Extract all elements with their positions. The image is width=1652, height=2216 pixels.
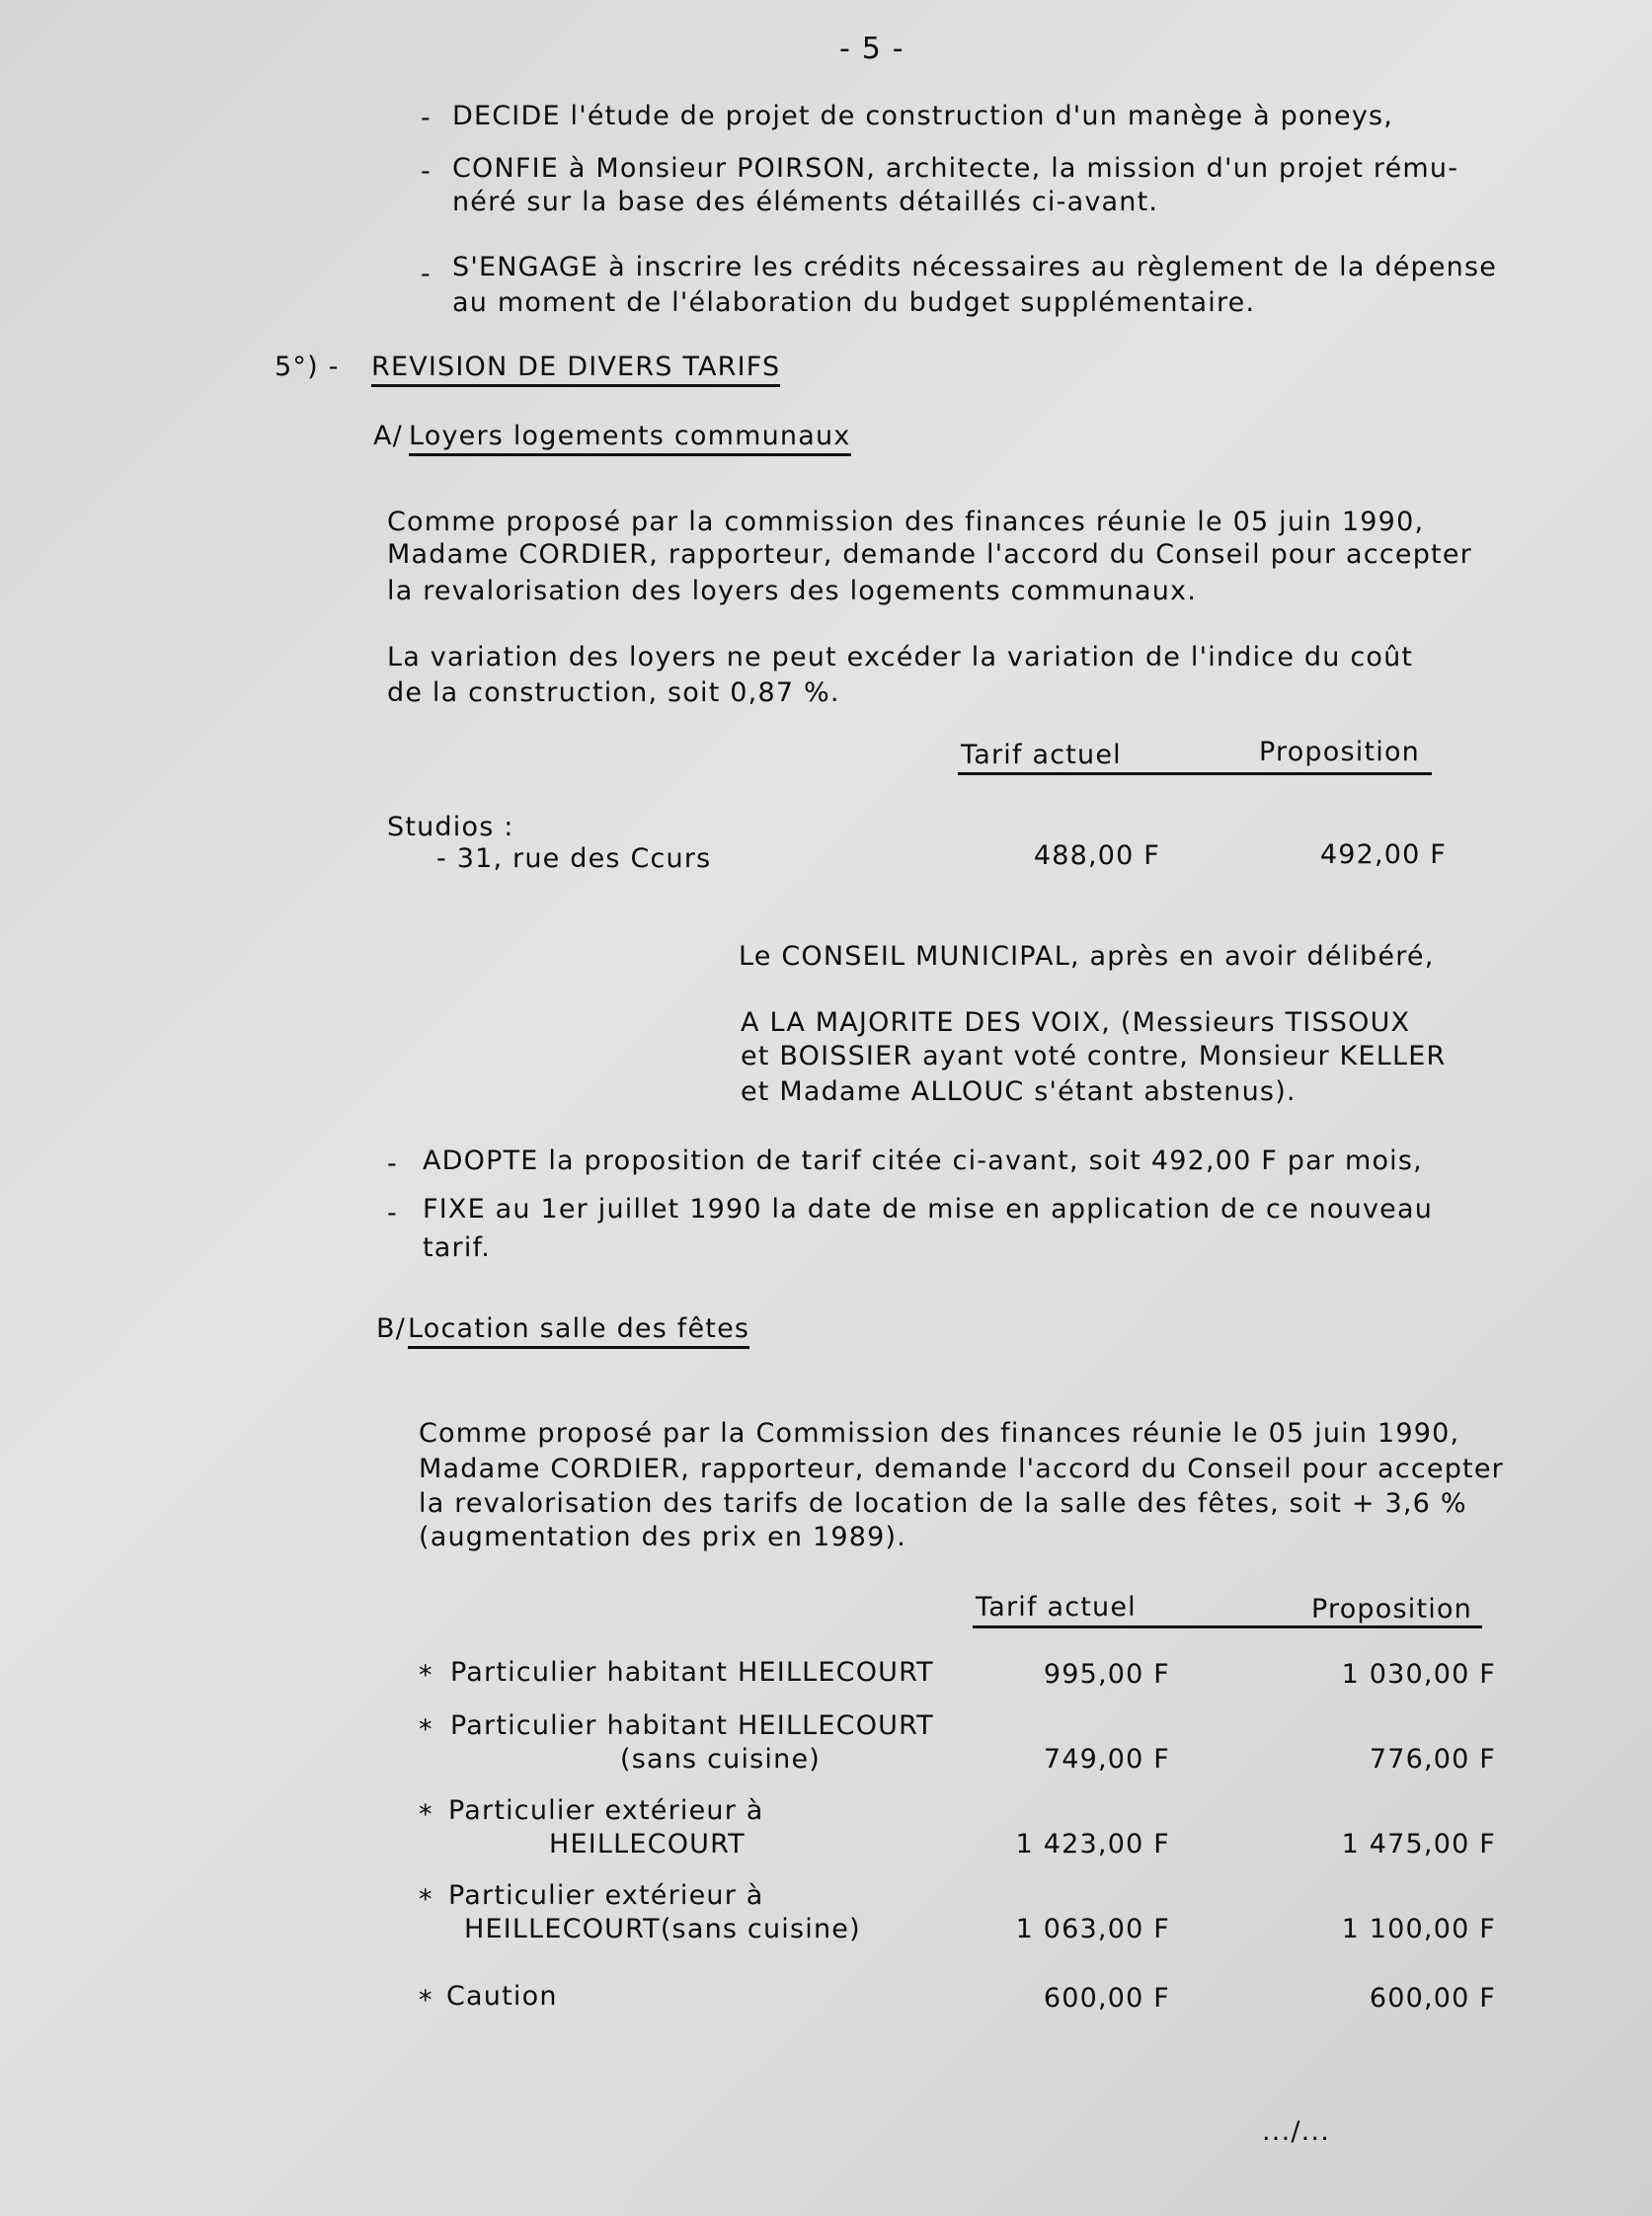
- column-header-proposed: Proposition: [1311, 1594, 1472, 1624]
- section-number: 5°) -: [275, 352, 340, 382]
- decision-fixe-line-1: FIXE au 1er juillet 1990 la date de mise en application de ce nouveau: [423, 1194, 1434, 1225]
- deliberation-vote-line-2: et BOISSIER ayant voté contre, Monsieur KELLER: [741, 1041, 1447, 1071]
- column-header-current: Tarif actuel: [976, 1592, 1137, 1622]
- row-label: Particulier habitant HEILLECOURT: [450, 1710, 934, 1741]
- decision-fixe-line-2: tarif.: [423, 1232, 492, 1263]
- decision-dash: -: [421, 259, 432, 289]
- subsection-a-title: Loyers logements communaux: [409, 421, 851, 456]
- subsection-a-paragraph-1-line-1: Comme proposé par la commission des finances réunie le 05 juin 1990,: [387, 507, 1425, 537]
- subsection-b-paragraph-line-1: Comme proposé par la Commission des finances réunie le 05 juin 1990,: [419, 1418, 1460, 1449]
- decision-adopte: ADOPTE la proposition de tarif citée ci-avant, soit 492,00 F par mois,: [423, 1146, 1423, 1176]
- row-proposed-value: 1 030,00 F: [1341, 1659, 1496, 1690]
- row-bullet: *: [419, 1714, 433, 1745]
- decision-dash: -: [387, 1148, 398, 1179]
- decision-dash: -: [421, 103, 432, 133]
- row-label-continued: HEILLECOURT: [549, 1829, 746, 1860]
- table-group-label: Studios :: [387, 812, 514, 842]
- continuation-mark: .../...: [1262, 2116, 1330, 2147]
- row-label-continued: HEILLECOURT(sans cuisine): [464, 1914, 861, 1944]
- page-number: - 5 -: [839, 32, 905, 66]
- decision-confie-line-2: néré sur la base des éléments détaillés ci-avant.: [452, 187, 1159, 217]
- row-current-value: 749,00 F: [1043, 1744, 1170, 1775]
- row-current-value: 488,00 F: [1033, 840, 1160, 871]
- deliberation-vote-line-3: et Madame ALLOUC s'étant abstenus).: [741, 1076, 1297, 1107]
- row-proposed-value: 600,00 F: [1369, 1983, 1496, 2014]
- column-header-proposed: Proposition: [1259, 737, 1420, 767]
- subsection-a-paragraph-1-line-3: la revalorisation des loyers des logements communaux.: [387, 576, 1198, 606]
- row-current-value: 995,00 F: [1043, 1659, 1170, 1690]
- subsection-a-paragraph-2-line-1: La variation des loyers ne peut excéder la variation de l'indice du coût: [387, 642, 1414, 673]
- row-current-value: 1 063,00 F: [1015, 1914, 1170, 1944]
- subsection-a-paragraph-2-line-2: de la construction, soit 0,87 %.: [387, 677, 840, 708]
- row-label: Caution: [446, 1981, 558, 2012]
- decision-confie-line-1: CONFIE à Monsieur POIRSON, architecte, la mission d'un projet rému-: [452, 153, 1459, 184]
- subsection-a-paragraph-1-line-2: Madame CORDIER, rapporteur, demande l'accord du Conseil pour accepter: [387, 539, 1472, 570]
- row-current-value: 600,00 F: [1043, 1983, 1170, 2014]
- row-proposed-value: 776,00 F: [1369, 1744, 1496, 1775]
- row-current-value: 1 423,00 F: [1015, 1829, 1170, 1860]
- deliberation-vote-line-1: A LA MAJORITE DES VOIX, (Messieurs TISSOUX: [741, 1007, 1411, 1038]
- row-bullet: *: [419, 1799, 433, 1830]
- row-bullet: *: [419, 1884, 433, 1915]
- row-label: - 31, rue des Ccurs: [436, 843, 712, 874]
- row-label: Particulier extérieur à: [448, 1880, 764, 1911]
- row-label-continued: (sans cuisine): [620, 1744, 821, 1775]
- decision-engage-line-2: au moment de l'élaboration du budget supplémentaire.: [452, 287, 1256, 318]
- row-label: Particulier extérieur à: [448, 1795, 764, 1826]
- decision-dash: -: [387, 1198, 398, 1228]
- section-title: REVISION DE DIVERS TARIFS: [371, 352, 780, 387]
- row-proposed-value: 1 475,00 F: [1341, 1829, 1496, 1860]
- subsection-b-paragraph-line-2: Madame CORDIER, rapporteur, demande l'accord du Conseil pour accepter: [419, 1454, 1504, 1484]
- row-bullet: *: [419, 1985, 433, 2016]
- decision-dash: -: [421, 156, 432, 187]
- row-proposed-value: 1 100,00 F: [1341, 1914, 1496, 1944]
- subsection-b-prefix: B/: [376, 1313, 407, 1344]
- decision-engage-line-1: S'ENGAGE à inscrire les crédits nécessaires au règlement de la dépense: [452, 252, 1498, 282]
- column-header-current: Tarif actuel: [961, 740, 1122, 770]
- row-proposed-value: 492,00 F: [1319, 839, 1447, 870]
- decision-decide: DECIDE l'étude de projet de construction d'un manège à poneys,: [452, 101, 1394, 131]
- subsection-b-paragraph-line-3: la revalorisation des tarifs de location de la salle des fêtes, soit + 3,6 %: [419, 1488, 1467, 1519]
- row-bullet: *: [419, 1660, 433, 1691]
- deliberation-intro: Le CONSEIL MUNICIPAL, après en avoir délibéré,: [739, 941, 1435, 972]
- row-label: Particulier habitant HEILLECOURT: [450, 1657, 934, 1688]
- subsection-b-paragraph-line-4: (augmentation des prix en 1989).: [419, 1522, 907, 1552]
- subsection-b-title: Location salle des fêtes: [408, 1313, 749, 1349]
- subsection-a-prefix: A/: [373, 421, 403, 451]
